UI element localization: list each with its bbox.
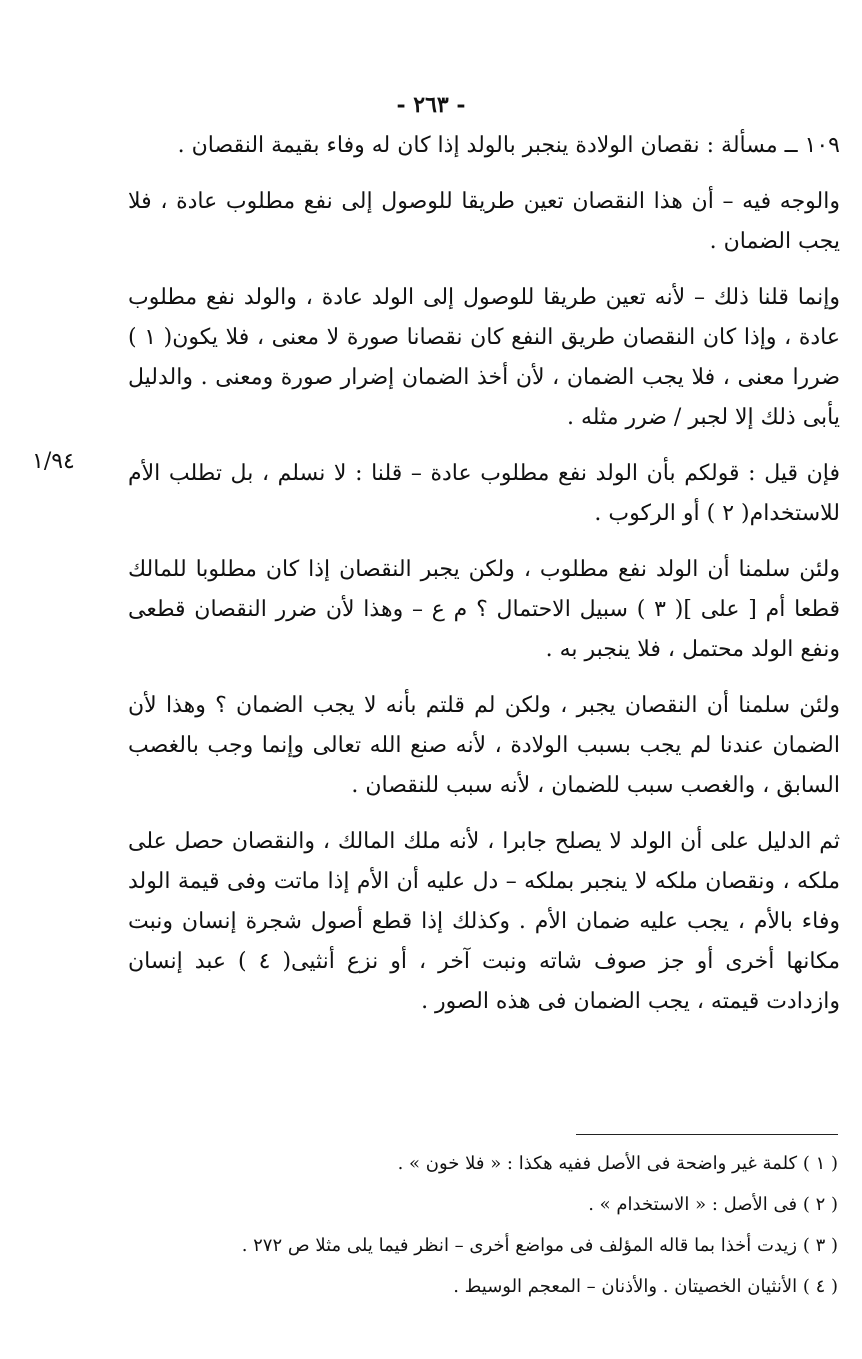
- paragraph-concession-one: ولئن سلمنا أن الولد نفع مطلوب ، ولكن يجبر النقصان إذا كان مطلوبا للمالك قطعا أم [ على ]( ٣ ) سبيل الاحتمال ؟ م ع – وهذا لأن ضرر النقصان قطعى ونفع الولد محتمل ، فلا ينجبر به .: [128, 557, 841, 662]
- footnotes-section: [120, 1134, 838, 1307]
- paragraph-issue-109: ١٠٩ ــ مسألة : نقصان الولادة ينجبر بالولد إذا كان له وفاء بقيمة النقصان .: [177, 133, 840, 158]
- paragraph-reasoning: والوجه فيه – أن هذا النقصان تعين طريقا للوصول إلى نفع مطلوب عادة ، فلا يجب الضمان .: [128, 189, 840, 254]
- page-number: - ٢٦٣ -: [396, 92, 466, 118]
- footnote-4: ( ٤ ) الأنثيان الخصيتان . والأذنان – المعجم الوسيط .: [453, 1276, 838, 1297]
- paragraph-evidence: ثم الدليل على أن الولد لا يصلح جابرا ، لأنه ملك المالك ، والنقصان حصل على ملكه ، ونقصان ملكه لا ينجبر بملكه – دل عليه أن الأم إذا ماتت وفى قيمة الولد وفاء بالأم ، يجب عليه ضمان الأم . وكذلك إذا قطع أصول شجرة إنسان ونبت مكانها أخرى أو جز صوف شاته ونبت آخر ، أو نزع أنثيى( ٤ ) عبد إنسان وازدادت قيمته ، يجب الضمان فى هذه الصور .: [128, 829, 840, 1014]
- footnote-2: ( ٢ ) فى الأصل : « الاستخدام » .: [588, 1194, 838, 1215]
- footnote-1: ( ١ ) كلمة غير واضحة فى الأصل ففيه هكذا : « فلا خون » .: [397, 1153, 838, 1174]
- margin-folio-note: ١/٩٤: [32, 449, 75, 474]
- paragraph-explanation: وإنما قلنا ذلك – لأنه تعين طريقا للوصول إلى الولد عادة ، والولد نفع مطلوب عادة ، وإذا كان النقصان طريق النفع كان نقصانا صورة لا معنى ، فلا يكون( ١ ) ضررا معنى ، فلا يجب الضمان ، لأن أخذ الضمان إضرار صورة ومعنى . والدليل يأبى ذلك إلا لجبر / ضرر مثله .: [128, 285, 841, 430]
- paragraph-concession-two: ولئن سلمنا أن النقصان يجبر ، ولكن لم قلتم بأنه لا يجب الضمان ؟ وهذا لأن الضمان عندنا لم يجب بسبب الولادة ، لأنه صنع الله تعالى وإنما وجب بالغصب السابق ، والغصب سبب للضمان ، لأنه سبب للنقصان .: [128, 693, 840, 798]
- footnote-3: ( ٣ ) زيدت أخذا بما قاله المؤلف فى مواضع أخرى – انظر فيما يلى مثلا ص ٢٧٢ .: [241, 1235, 838, 1256]
- paragraph-objection: فإن قيل : قولكم بأن الولد نفع مطلوب عادة – قلنا : لا نسلم ، بل تطلب الأم للاستخدام( ٢ ) أو الركوب .: [128, 461, 840, 526]
- body-text: [128, 126, 840, 1022]
- footnote-divider: [576, 1134, 838, 1135]
